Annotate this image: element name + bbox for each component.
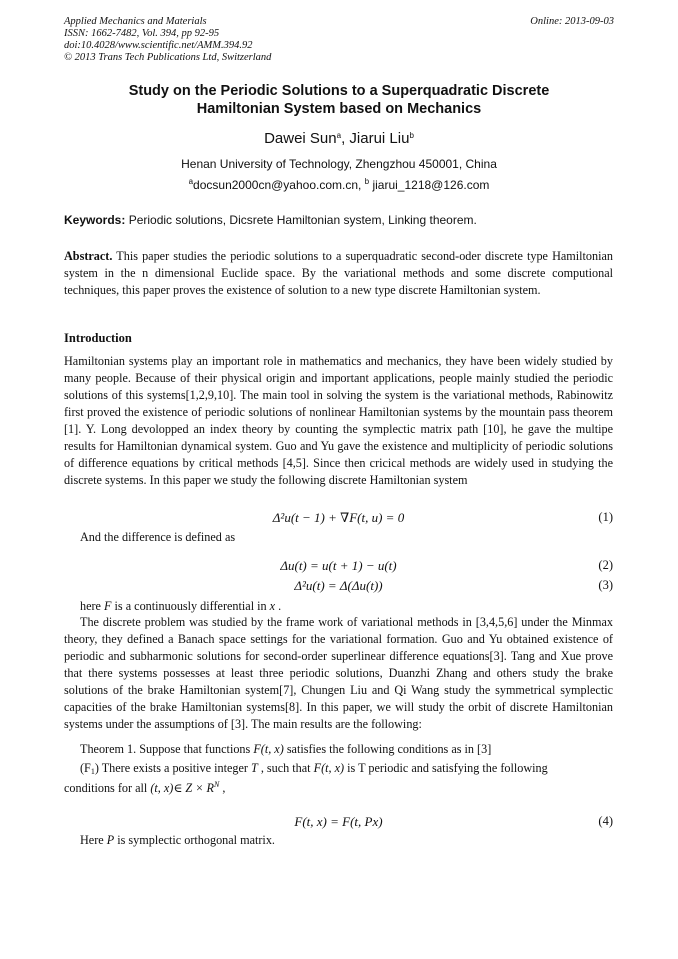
authors — [0, 130, 678, 147]
abstract-text: This paper studies the periodic solutions to a superquadratic second-oder discrete type Hamiltonian system in the n dimensional Euclide space. By the variational methods and some discrete computional techniques, this paper proves the existence of solution to a new type discrete Hamiltonian system. — [64, 249, 613, 297]
abstract-label: Abstract. — [64, 249, 113, 263]
title-line-2: Hamiltonian System based on Mechanics — [196, 101, 482, 117]
author-1: Dawei Sun — [264, 130, 337, 147]
equation-1 — [64, 510, 613, 528]
second-paragraph — [64, 614, 613, 733]
intro-heading: Introduction — [64, 331, 132, 345]
theorem-1 — [80, 741, 613, 758]
f1-label-sub: 1 — [90, 767, 95, 776]
equation-2-body: Δu(t) = u(t + 1) − u(t) — [280, 558, 397, 573]
f1-text-5: , — [219, 781, 226, 795]
emails — [0, 178, 678, 192]
email-b: jiarui_1218@126.com — [369, 178, 490, 192]
equation-2 — [64, 558, 613, 576]
f1-set-sup: N — [213, 780, 220, 789]
f1-func: F(t, x) — [313, 761, 345, 775]
last-line-pre: Here — [80, 833, 107, 847]
author-separator: , — [341, 130, 350, 147]
keywords-text: Periodic solutions, Dicsrete Hamiltonian system, Linking theorem. — [125, 213, 477, 227]
theorem-func: F(t, x) — [253, 742, 284, 756]
f1-text-1: There exists a positive integer — [98, 761, 251, 775]
equation-3-number: (3) — [598, 578, 613, 592]
equation-4-body: F(t, x) = F(t, Px) — [294, 814, 383, 829]
theorem-pre: Theorem 1. Suppose that functions — [80, 742, 254, 756]
equation-4-number: (4) — [598, 814, 613, 828]
title-line-1: Study on the Periodic Solutions to a Superquadratic Discrete — [128, 83, 550, 99]
theorem-post: satisfies the following conditions as in [3] — [283, 742, 492, 756]
author-2: Jiarui Liu — [349, 130, 410, 147]
keywords — [64, 213, 620, 227]
f1-set: (t, x)∈ Z × R — [150, 781, 214, 795]
keywords-label: Keywords: — [64, 213, 126, 227]
equation-4 — [64, 814, 613, 832]
here-line-var: F — [104, 599, 112, 613]
online-date: Online: 2013-09-03 — [530, 16, 614, 27]
intro-text: Hamiltonian systems play an important role in mathematics and mechanics, they have been widely studied by many people. Because of their physical origin and important applications, people mainly studied the periodic solutions of this systems[1,2,9,10]. The main tool in solving the system is the variational methods, Rabinowitz first proved the existence of periodic solutions of nonlinear Hamiltonian systems by the mountain pass theorem [1]. Y. Long devolopped an index theory by counting the symplectic matrix path [10], he gave the multipe results for Hamiltonian dynamical system. Guo and Yu gave the existence and multiplicity of periodic solutions of difference equations by critical methods [4,5]. Since then cricical methods are widely used in studying the discrete systems. In this paper we study the following discrete Hamiltonian system — [64, 354, 613, 487]
author-2-mark: b — [409, 131, 414, 140]
email-a-mark: a — [188, 177, 194, 186]
f1-label-close: ) — [94, 761, 99, 775]
here-line-post: . — [275, 599, 282, 613]
issn-line: ISSN: 1662-7482, Vol. 394, pp 92-95 — [64, 28, 220, 39]
journal-name: Applied Mechanics and Materials — [64, 16, 207, 27]
email-b-mark: b — [364, 177, 370, 186]
equation-2-number: (2) — [598, 558, 613, 572]
abstract — [64, 248, 613, 299]
copyright-line: © 2013 Trans Tech Publications Ltd, Switzerland — [64, 52, 272, 63]
second-paragraph-text: The discrete problem was studied by the frame work of variational methods in [3,4,5,6] under the Minmax theory, they defined a Banach space settings for the variational formation. Guo and Yu obtained existence of periodic and subharmonic solutions for second-order superlinear difference equations[3]. Tang and Xue prove that there systems possesses at least three periodic solutions, Duanzhi Zhang and others study the brake solutions of the brake Hamiltonian system[7], Chungen Liu and Qi Wang study the symmetrical symplectic capacities of the brake Hamiltonian systems[8]. In this paper, we will study the orbit of discrete Hamiltonian systems under the assumptions of [3]. The main results are the following: — [64, 615, 613, 731]
difference-line: And the difference is defined as — [80, 530, 236, 544]
here-line — [80, 598, 613, 615]
f1-text-4: conditions for all — [64, 781, 151, 795]
equation-1-body: Δ²u(t − 1) + ∇F(t, u) = 0 — [272, 510, 405, 525]
doi-line: doi:10.4028/www.scientific.net/AMM.394.92 — [64, 40, 253, 51]
last-line-var: P — [106, 833, 115, 847]
f1-label: (F — [80, 761, 91, 775]
last-line-post: is symplectic orthogonal matrix. — [114, 833, 275, 847]
f1-var-T: T — [250, 761, 258, 775]
journal-header — [64, 16, 271, 64]
here-line-mid: is a continuously differential in — [111, 599, 270, 613]
condition-f1 — [64, 760, 613, 797]
equation-1-number: (1) — [598, 510, 613, 524]
here-line-var2: x — [269, 599, 276, 613]
paper-title — [0, 82, 678, 118]
f1-text-2: , such that — [257, 761, 314, 775]
last-line — [80, 832, 613, 849]
equation-3 — [64, 578, 613, 596]
equation-3-body: Δ²u(t) = Δ(Δu(t)) — [294, 578, 383, 593]
email-a: docsun2000cn@yahoo.com.cn, — [193, 178, 365, 192]
here-line-pre: here — [80, 599, 105, 613]
affiliation: Henan University of Technology, Zhengzhou 450001, China — [181, 157, 497, 171]
intro-paragraph — [64, 353, 613, 489]
f1-text-3: is T periodic and satisfying the following — [344, 761, 548, 775]
author-1-mark: a — [336, 131, 342, 140]
